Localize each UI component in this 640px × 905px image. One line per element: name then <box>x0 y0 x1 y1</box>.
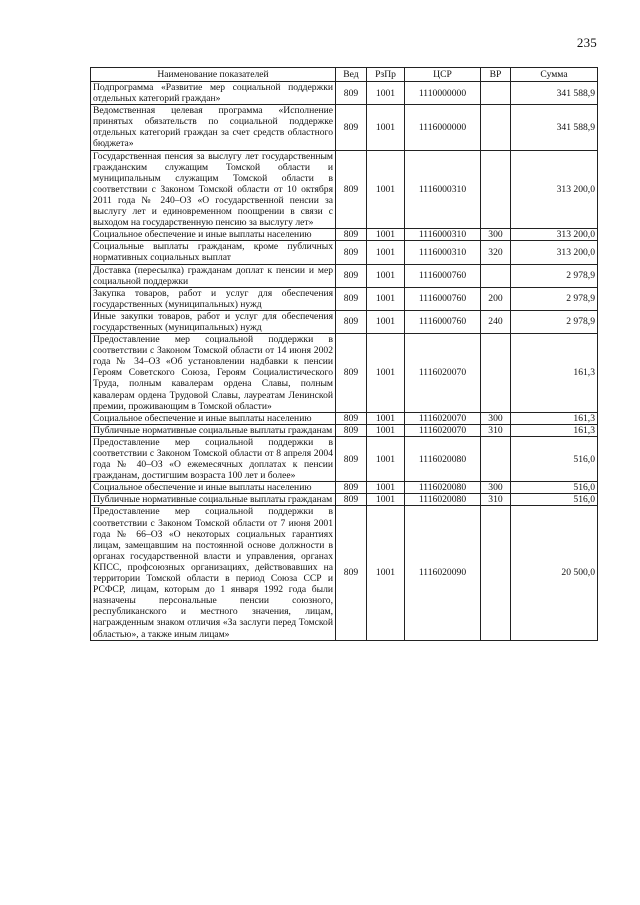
cell-rzpr: 1001 <box>367 424 405 436</box>
cell-rzpr: 1001 <box>367 310 405 333</box>
cell-vr <box>481 105 511 150</box>
cell-vr: 310 <box>481 424 511 436</box>
cell-csr: 1116000310 <box>405 229 481 241</box>
header-name: Наименование показателей <box>91 68 336 82</box>
header-vr: ВР <box>481 68 511 82</box>
cell-ved: 809 <box>336 82 367 105</box>
table-row <box>91 412 598 424</box>
table-row <box>91 150 598 229</box>
cell-vr <box>481 82 511 105</box>
cell-sum: 161,3 <box>511 412 598 424</box>
cell-rzpr: 1001 <box>367 412 405 424</box>
table-row <box>91 494 598 506</box>
cell-rzpr: 1001 <box>367 334 405 413</box>
cell-name: Ведомственная целевая программа «Исполнение принятых обязательств по социальной поддержке отдельных категорий граждан за счет средств областного бюджета» <box>91 105 336 150</box>
cell-rzpr: 1001 <box>367 241 405 264</box>
table-row <box>91 229 598 241</box>
cell-vr <box>481 506 511 640</box>
table-body <box>91 82 598 641</box>
cell-vr: 300 <box>481 482 511 494</box>
cell-csr: 1116000000 <box>405 105 481 150</box>
table-row <box>91 310 598 333</box>
cell-name: Государственная пенсия за выслугу лет государственным гражданским служащим Томской области и муниципальным служащим Томской области в соответствии с Законом Томской области от 10 октября 2011 года № 240–ОЗ «О государственной пенсии за выслугу лет и единовременном поощрении в связи с выходом на государственную пенсию за выслугу лет» <box>91 150 336 229</box>
page-number: 235 <box>576 35 597 50</box>
cell-csr: 1116000760 <box>405 264 481 287</box>
cell-ved: 809 <box>336 482 367 494</box>
cell-vr: 200 <box>481 287 511 310</box>
cell-csr: 1116020080 <box>405 436 481 481</box>
cell-ved: 809 <box>336 494 367 506</box>
cell-name: Иные закупки товаров, работ и услуг для обеспечения государственных (муниципальных) нужд <box>91 310 336 333</box>
cell-name: Предоставление мер социальной поддержки в соответствии с Законом Томской области от 7 июня 2001 года № 66–ОЗ «О некоторых социальных гарантиях лицам, замещавшим на постоянной основе должности в органах государственной власти и управления, органах КПСС, профсоюзных организациях, действовавших на территории Томской области в период Союза ССР и РСФСР, лицам, которым до 1 января 1992 года были назначены персональные пенсии союзного, республиканского и местного значения, лицам, награжденным знаком отличия «За заслуги перед Томской областью», а также иным лицам» <box>91 506 336 640</box>
cell-csr: 1116020070 <box>405 424 481 436</box>
cell-ved: 809 <box>336 436 367 481</box>
cell-name: Социальное обеспечение и иные выплаты населению <box>91 482 336 494</box>
cell-ved: 809 <box>336 287 367 310</box>
cell-vr: 240 <box>481 310 511 333</box>
cell-ved: 809 <box>336 506 367 640</box>
header-row <box>91 68 598 82</box>
cell-name: Предоставление мер социальной поддержки в соответствии с Законом Томской области от 8 апреля 2004 года № 40–ОЗ «О ежемесячных доплатах к пенсии гражданам, достигшим возраста 100 лет и более» <box>91 436 336 481</box>
cell-sum: 341 588,9 <box>511 82 598 105</box>
cell-ved: 809 <box>336 424 367 436</box>
cell-sum: 2 978,9 <box>511 310 598 333</box>
cell-rzpr: 1001 <box>367 82 405 105</box>
cell-vr <box>481 150 511 229</box>
header-ved: Вед <box>336 68 367 82</box>
cell-ved: 809 <box>336 264 367 287</box>
cell-sum: 2 978,9 <box>511 287 598 310</box>
cell-ved: 809 <box>336 241 367 264</box>
table-row <box>91 82 598 105</box>
cell-vr: 320 <box>481 241 511 264</box>
cell-sum: 341 588,9 <box>511 105 598 150</box>
table-row <box>91 241 598 264</box>
cell-rzpr: 1001 <box>367 287 405 310</box>
cell-sum: 161,3 <box>511 424 598 436</box>
cell-csr: 1116020090 <box>405 506 481 640</box>
cell-csr: 1116000760 <box>405 287 481 310</box>
table-row <box>91 424 598 436</box>
table-row <box>91 105 598 150</box>
table-row <box>91 334 598 413</box>
table-row <box>91 287 598 310</box>
cell-ved: 809 <box>336 150 367 229</box>
table-row <box>91 482 598 494</box>
header-csr: ЦСР <box>405 68 481 82</box>
cell-name: Социальное обеспечение и иные выплаты населению <box>91 229 336 241</box>
cell-rzpr: 1001 <box>367 494 405 506</box>
budget-table <box>90 67 598 641</box>
cell-rzpr: 1001 <box>367 150 405 229</box>
cell-csr: 1116000310 <box>405 241 481 264</box>
cell-sum: 516,0 <box>511 482 598 494</box>
cell-ved: 809 <box>336 105 367 150</box>
cell-csr: 1116020070 <box>405 412 481 424</box>
cell-rzpr: 1001 <box>367 482 405 494</box>
cell-vr: 310 <box>481 494 511 506</box>
cell-csr: 1116020080 <box>405 494 481 506</box>
cell-rzpr: 1001 <box>367 229 405 241</box>
cell-vr <box>481 264 511 287</box>
header-rzpr: РзПр <box>367 68 405 82</box>
cell-name: Подпрограмма «Развитие мер социальной поддержки отдельных категорий граждан» <box>91 82 336 105</box>
cell-name: Предоставление мер социальной поддержки в соответствии с Законом Томской области от 14 июня 2002 года № 34–ОЗ «Об установлении надбавки к пенсии Героям Советского Союза, Героям Социалистического Труда, полным кавалерам ордена Славы, полным кавалерам ордена Трудовой Славы, лауреатам Ленинской премии, проживающим в Томской области» <box>91 334 336 413</box>
cell-name: Публичные нормативные социальные выплаты гражданам <box>91 424 336 436</box>
cell-csr: 1116020080 <box>405 482 481 494</box>
cell-vr: 300 <box>481 412 511 424</box>
cell-sum: 313 200,0 <box>511 150 598 229</box>
cell-rzpr: 1001 <box>367 105 405 150</box>
cell-csr: 1110000000 <box>405 82 481 105</box>
table-row <box>91 436 598 481</box>
cell-sum: 161,3 <box>511 334 598 413</box>
cell-rzpr: 1001 <box>367 436 405 481</box>
cell-ved: 809 <box>336 310 367 333</box>
cell-name: Социальные выплаты гражданам, кроме публичных нормативных социальных выплат <box>91 241 336 264</box>
cell-sum: 313 200,0 <box>511 241 598 264</box>
cell-sum: 516,0 <box>511 436 598 481</box>
header-sum: Сумма <box>511 68 598 82</box>
cell-rzpr: 1001 <box>367 506 405 640</box>
cell-sum: 20 500,0 <box>511 506 598 640</box>
cell-name: Публичные нормативные социальные выплаты гражданам <box>91 494 336 506</box>
cell-csr: 1116020070 <box>405 334 481 413</box>
cell-csr: 1116000310 <box>405 150 481 229</box>
cell-vr <box>481 436 511 481</box>
cell-ved: 809 <box>336 412 367 424</box>
cell-rzpr: 1001 <box>367 264 405 287</box>
cell-ved: 809 <box>336 229 367 241</box>
cell-name: Закупка товаров, работ и услуг для обеспечения государственных (муниципальных) нужд <box>91 287 336 310</box>
cell-vr <box>481 334 511 413</box>
cell-name: Социальное обеспечение и иные выплаты населению <box>91 412 336 424</box>
cell-sum: 313 200,0 <box>511 229 598 241</box>
cell-ved: 809 <box>336 334 367 413</box>
cell-sum: 516,0 <box>511 494 598 506</box>
table-row <box>91 506 598 640</box>
cell-name: Доставка (пересылка) гражданам доплат к пенсии и мер социальной поддержки <box>91 264 336 287</box>
cell-csr: 1116000760 <box>405 310 481 333</box>
table-header <box>91 68 598 82</box>
cell-sum: 2 978,9 <box>511 264 598 287</box>
table-row <box>91 264 598 287</box>
cell-vr: 300 <box>481 229 511 241</box>
